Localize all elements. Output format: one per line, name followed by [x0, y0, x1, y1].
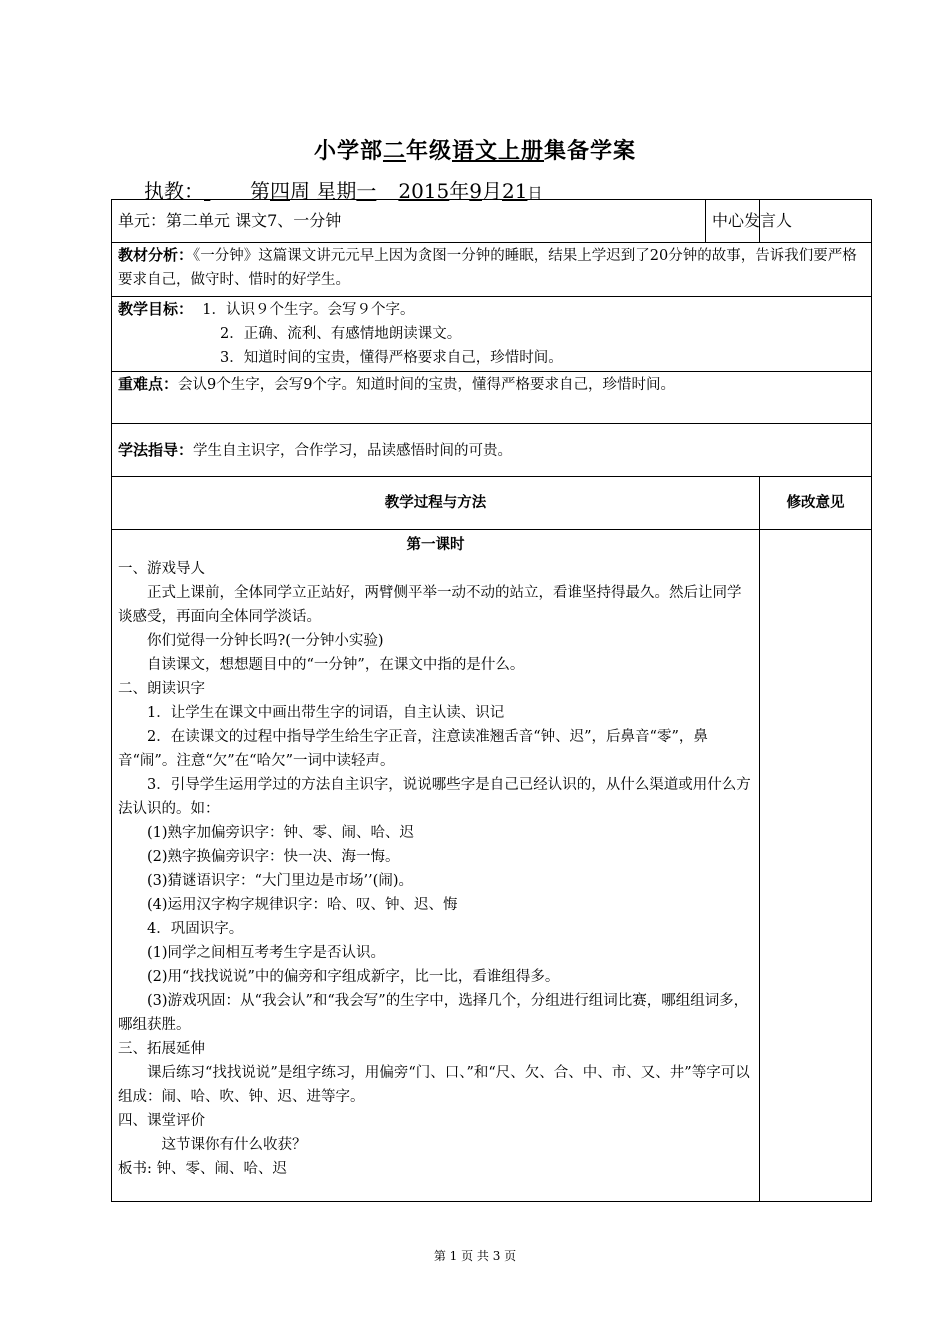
- month-label: 月: [482, 179, 502, 203]
- unit-cell: 单元：第二单元 课文7、一分钟: [112, 200, 706, 243]
- lesson-line: 你们觉得一分钟长吗?(一分钟小实验): [147, 633, 384, 649]
- week-prefix: 第: [250, 179, 270, 203]
- lesson-line: 3．引导学生运用学过的方法自主识字，说说哪些字是自己已经认识的，从什么渠道或用什么方法认识的。如：: [118, 777, 751, 817]
- lesson-line: 自读课文，想想题目中的“一分钟”，在课文中指的是什么。: [147, 657, 525, 673]
- day-label: 日: [527, 184, 543, 202]
- lesson-line: 三、拓展延伸: [118, 1041, 205, 1057]
- lesson-line: 2．在读课文的过程中指导学生给生字正音，注意读准翘舌音“钟、迟”，后鼻音“零”，鼻音“闹”。注意“欠”在“哈欠”一词中读轻声。: [118, 729, 708, 769]
- weekday: 一: [356, 179, 377, 203]
- week-suffix: 周 星期: [290, 179, 357, 203]
- key-points-label: 重难点：: [118, 375, 179, 393]
- analysis-cell: [112, 243, 872, 297]
- lesson-line: 这节课你有什么收获？: [161, 1137, 307, 1153]
- analysis-text: 《一分钟》这篇课文讲元元早上因为贪图一分钟的睡眠，结果上学迟到了20分钟的故事，告诉我们要严格要求自己，做守时、惜时的好学生。: [118, 248, 857, 288]
- page-footer: 第 1 页 共 3 页: [433, 1249, 517, 1263]
- revision-cell[interactable]: [760, 530, 872, 1202]
- lesson-line: 一、游戏导人: [118, 561, 205, 577]
- method-cell: [112, 424, 872, 477]
- week-number: 四: [270, 179, 290, 203]
- goal-item: 3．知道时间的宝贵，懂得严格要求自己，珍惜时间。: [220, 350, 563, 366]
- key-points-text: 会认9个生字，会写9个字。知道时间的宝贵，懂得严格要求自己，珍惜时间。: [178, 377, 675, 393]
- goals-cell: [112, 297, 872, 372]
- lesson-line: 板书: 钟、零、闹、哈、迟: [118, 1161, 287, 1177]
- lesson-line: (1)同学之间相互考考生字是否认识。: [147, 945, 386, 961]
- year-label: 年: [449, 179, 470, 203]
- lesson-line: 课后练习“找找说说”是组字练习，用偏旁“门、口、”和“尺、欠、合、中、市、又、井”等字可以组成：闹、哈、吹、钟、迟、进等字。: [118, 1065, 750, 1105]
- lesson-line: (1)熟字加偏旁识字：钟、零、闹、哈、迟: [147, 825, 415, 841]
- lesson-line: 四、课堂评价: [118, 1113, 205, 1129]
- year-value: 2015: [398, 179, 450, 203]
- lesson-content-cell: [112, 530, 760, 1202]
- revision-header: 修改意见: [760, 477, 872, 530]
- process-header: 教学过程与方法: [112, 477, 760, 530]
- lesson-line: (2)熟字换偏旁识字：快一决、海一悔。: [147, 849, 400, 865]
- title-doc-type: 集备学案: [544, 139, 637, 164]
- lesson-title: 第一课时: [406, 537, 465, 553]
- goal-item: 1．认识９个生字。会写９个字。: [202, 302, 415, 318]
- goals-label: 教学目标：: [118, 300, 194, 318]
- lesson-line: (3)猜谜语识字：“大门里边是市场’’(闹)。: [147, 873, 413, 889]
- method-text: 学生自主识字，合作学习，品读感悟时间的可贵。: [193, 442, 513, 459]
- title-grade-label: 年级: [405, 139, 452, 164]
- title-grade-number: 二: [382, 139, 406, 164]
- speaker-label: 中心发言人: [706, 200, 760, 243]
- lesson-line: (2)用“找找说说”中的偏旁和字组成新字，比一比，看谁组得多。: [147, 969, 560, 985]
- lesson-line: 4．巩固识字。: [147, 921, 244, 937]
- key-points-cell: [112, 372, 872, 424]
- title-subject: 语文上册: [452, 139, 545, 164]
- lesson-line: 1．让学生在课文中画出带生字的词语，自主认读、识记: [147, 705, 505, 721]
- lesson-line: 二、朗读识字: [118, 681, 205, 697]
- lesson-plan-table: [111, 199, 872, 1202]
- month-value: 9: [469, 179, 482, 203]
- analysis-label: 教材分析：: [118, 246, 194, 264]
- page-title: [0, 134, 950, 165]
- method-label: 学法指导：: [118, 440, 194, 459]
- lesson-line: 正式上课前，全体同学立正站好，两臂侧平举一动不动的站立，看谁坚持得最久。然后让同学谈感受，再面向全体同学淡话。: [118, 585, 742, 625]
- lesson-line: (3)游戏巩固：从“我会认”和“我会写”的生字中，选择几个，分组进行组词比赛，哪组组词多，哪组获胜。: [118, 993, 749, 1033]
- executor-label: 执教：: [144, 179, 204, 203]
- title-school: 小学部: [313, 139, 383, 164]
- day-value: 21: [502, 179, 528, 203]
- goal-item: 2．正确、流利、有感情地朗读课文。: [220, 326, 462, 342]
- lesson-lines: [118, 557, 753, 1181]
- lesson-line: (4)运用汉字构字规律识字：哈、叹、钟、迟、悔: [147, 897, 458, 913]
